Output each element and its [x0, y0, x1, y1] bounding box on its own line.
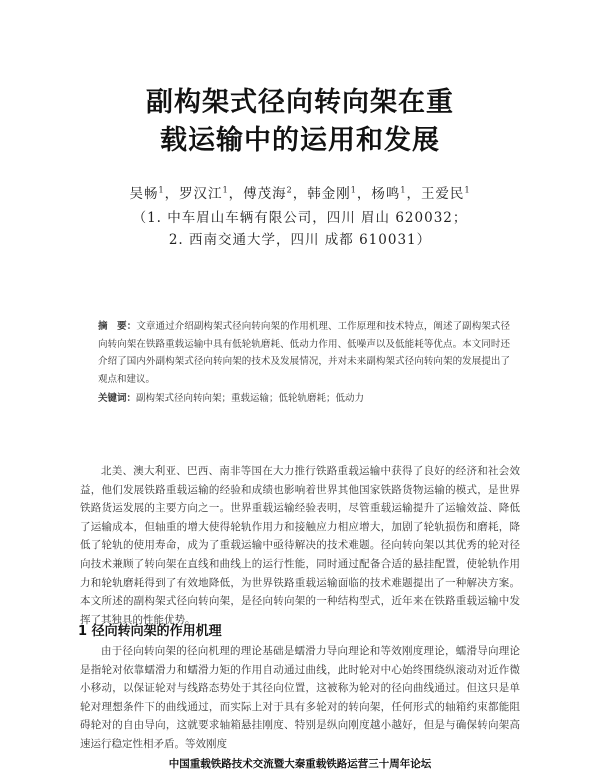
author-affiliation-mark: 1 — [464, 185, 471, 195]
author-separator: ， — [228, 186, 244, 202]
author-name: 吴畅 — [129, 186, 159, 202]
author-name: 王爱民 — [420, 186, 465, 202]
author-affiliation-mark: 1 — [400, 185, 407, 195]
author-affiliation-mark: 1 — [222, 185, 229, 195]
author-name: 杨鸣 — [371, 186, 401, 202]
author-name: 罗汉江 — [179, 186, 223, 202]
author-affiliation-mark: 2 — [286, 185, 293, 195]
page-footer: 中国重载铁路技术交流暨大秦重载铁路运营三十周年论坛 — [168, 758, 432, 770]
author-separator: ， — [406, 186, 421, 202]
author-separator: ， — [356, 186, 372, 202]
intro-paragraph: 北美、澳大利亚、巴西、南非等国在大力推行铁路重载运输中获得了良好的经济和社会效益，他们发展铁路重载运输的经验和成绩也影响着世界其他国家铁路货物运输的模式，是世界铁路货运发展的主要方向之一。世界重载运输经验表明，尽管重载运输提升了运输效益、降低了运输成本，但轴重的增大使得轮轨作用力和接触应力相应增大，加剧了轮轨损伤和磨耗，降低了轮轨的使用寿命，成为了重载运输中亟待解决的技术难题。径向转向架以其优秀的轮对径向技术兼顾了转向架在直线和曲线上的运行性能，同时通过配备合适的悬挂配置，使轮轨作用力和轮轨磨耗得到了有效地降低，为世界铁路重载运输面临的技术难题提出了一种解决方案。本文所述的副构架式径向转向架，是径向转向架的一种结构型式，近年来在铁路重载运输中发挥了其独具的性能优势。 — [80, 465, 520, 626]
affiliation-line-1: （1. 中车眉山车辆有限公司，四川 眉山 620032； — [132, 210, 468, 226]
author-name: 傅茂海 — [243, 186, 287, 202]
author-affiliation-mark: 1 — [158, 185, 165, 195]
author-list — [0, 182, 600, 202]
section-heading: 1 径向转向架的作用机理 — [78, 624, 222, 639]
paper-title-line-1: 副构架式径向转向架在重 — [146, 87, 454, 118]
affiliation-line-2: 2. 西南交通大学，四川 成都 610031） — [168, 232, 432, 248]
keywords-text: 副构架式径向转向架；重载运输；低轮轨磨耗；低动力 — [136, 393, 365, 404]
keywords-label: 关键词： — [98, 393, 137, 404]
keywords — [98, 390, 510, 404]
paper-title-line-2: 载运输中的运用和发展 — [160, 125, 440, 156]
author-name: 韩金刚 — [307, 186, 351, 202]
author-affiliation-mark: 1 — [350, 185, 357, 195]
author-separator: ， — [292, 186, 308, 202]
section-1-paragraph: 由于径向转向架的径向机理的理论基础是蠕滑力导向理论和等效刚度理论，蠕滑导向理论是指轮对依靠蠕滑力和蠕滑力矩的作用自动通过曲线，此时轮对中心始终围绕纵滚动对近作微小移动，以保证轮对与线路态势处于其径向位置，这被称为轮对的径向曲线通过。但这只是单轮对理想条件下的曲线通过，而实际上对于具有多轮对的转向架，任何形式的轴箱约束都能阻碍轮对的自由导向，这就要求轴箱悬挂刚度、特别是纵向刚度越小越好，但是与确保转向架高速运行稳定性相矛盾。等效刚度 — [80, 645, 520, 750]
abstract — [98, 318, 510, 388]
abstract-label: 摘 要： — [98, 321, 137, 332]
author-separator: ， — [164, 186, 180, 202]
abstract-text: 文章通过介绍副构架式径向转向架的作用机理、工作原理和技术特点，阐述了副构架式径向转向架在铁路重载运输中具有低轮轨磨耗、低动力作用、低噪声以及低能耗等优点。本文同时还介绍了国内外副构架式径向转向架的技术及发展情况，并对未来副构架式径向转向架的发展提出了观点和建议。 — [98, 321, 510, 385]
